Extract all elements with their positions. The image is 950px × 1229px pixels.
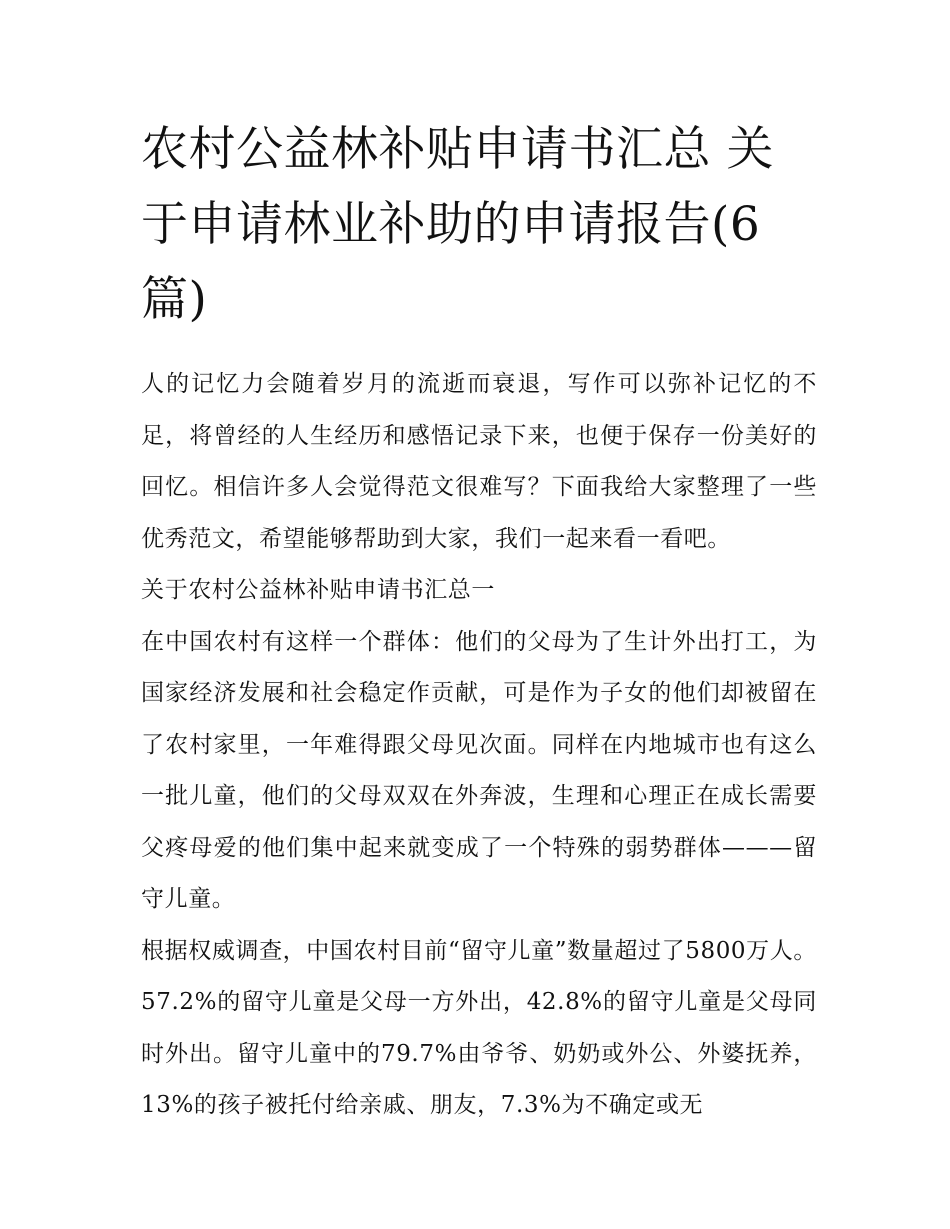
- section-heading: 关于农村公益林补贴申请书汇总一: [141, 577, 495, 603]
- body-paragraph: 在中国农村有这样一个群体：他们的父母为了生计外出打工，为国家经济发展和社会稳定作贡献，可是作为子女的他们却被留在了农村家里，一年难得跟父母见次面。同样在内地城市也有这么一批儿童，他们的父母双双在外奔波，生理和心理正在成长需要父疼母爱的他们集中起来就变成了一个特殊的弱势群体———留守儿童。: [141, 628, 817, 912]
- document-page: [141, 112, 817, 1132]
- document-body: [141, 359, 817, 1132]
- body-paragraph: 根据权威调查，中国农村目前“留守儿童”数量超过了5800万人。57.2%的留守儿童是父母一方外出，42.8%的留守儿童是父母同时外出。留守儿童中的79.7%由爷爷、奶奶或外公、外婆抚养，13%的孩子被托付给亲戚、朋友，7.3%为不确定或无: [141, 937, 817, 1118]
- intro-paragraph: 人的记忆力会随着岁月的流逝而衰退，写作可以弥补记忆的不足，将曾经的人生经历和感悟记录下来，也便于保存一份美好的回忆。相信许多人会觉得范文很难写？下面我给大家整理了一些优秀范文，希望能够帮助到大家，我们一起来看一看吧。: [141, 371, 817, 552]
- document-title: 农村公益林补贴申请书汇总 关于申请林业补助的申请报告(6篇): [141, 122, 774, 327]
